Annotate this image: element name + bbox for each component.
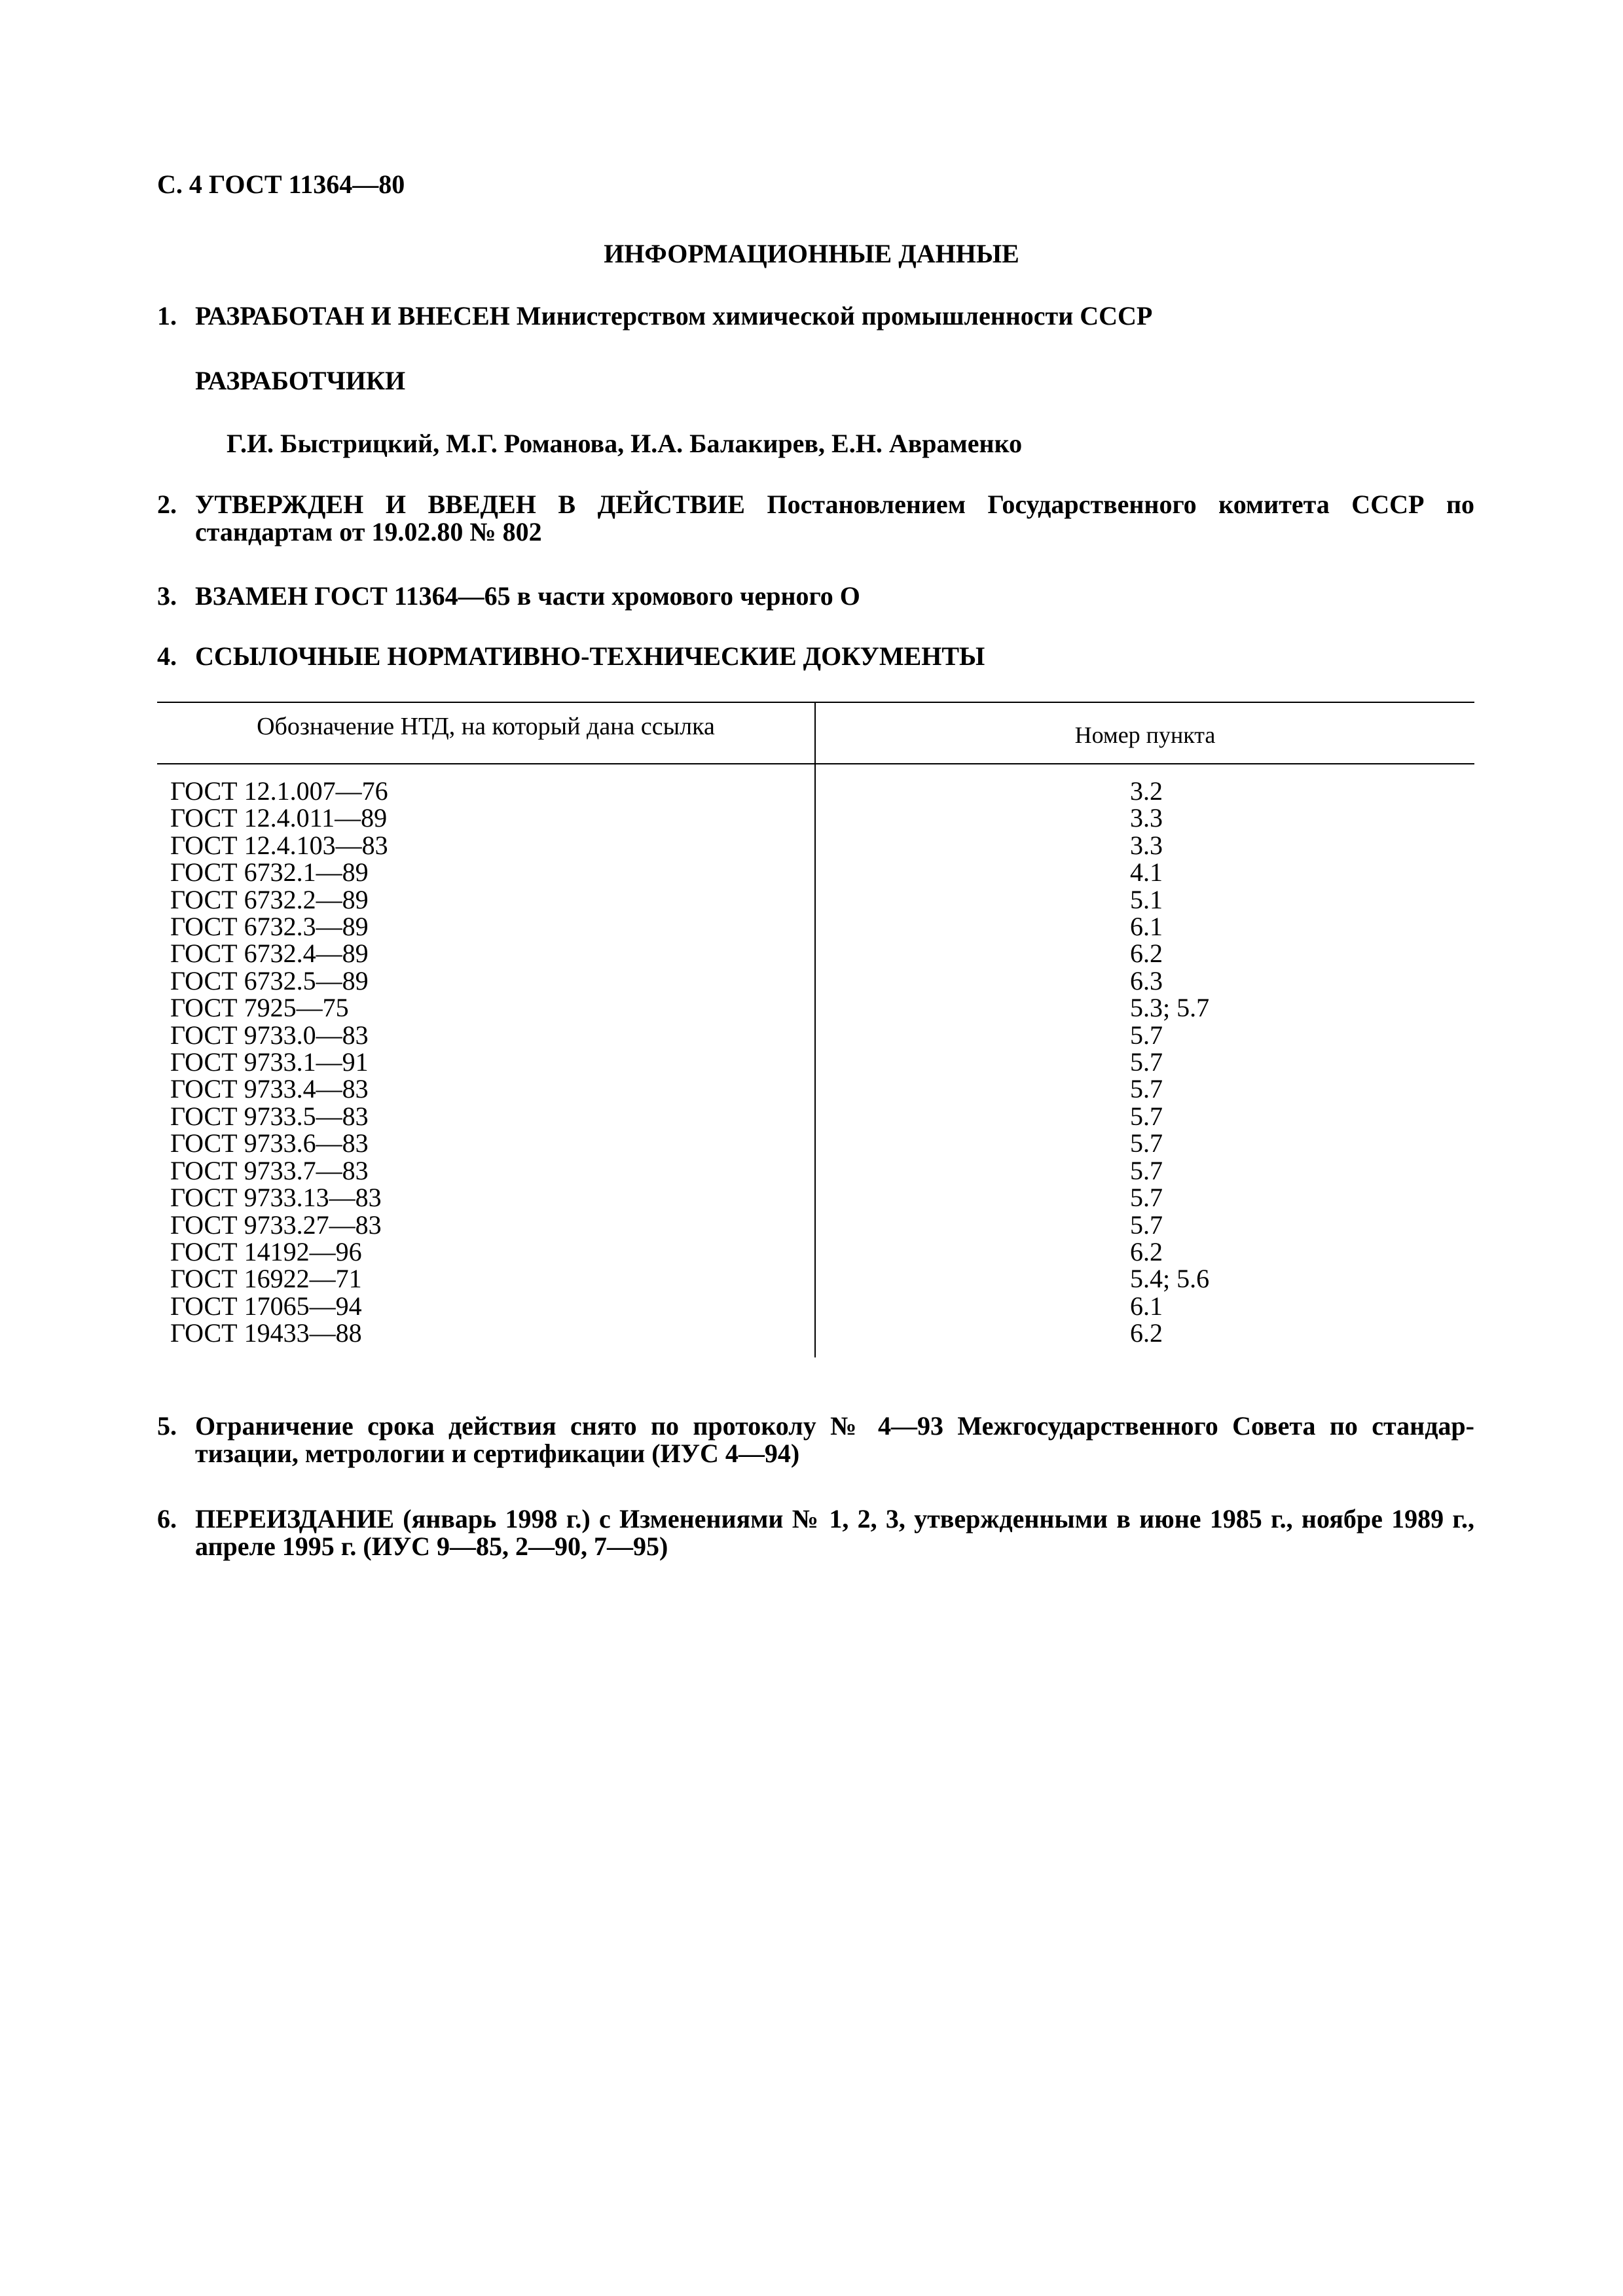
table-cell-clause: 6.2 [1130, 1318, 1163, 1348]
table-cell-clause: 3.3 [1130, 830, 1163, 860]
table-cell-clause: 5.7 [1130, 1101, 1163, 1131]
table-cell-clause: 6.1 [1130, 1291, 1163, 1321]
table-cell-document: ГОСТ 12.4.011—89 [170, 803, 388, 833]
table-cell-clause: 5.3; 5.7 [1130, 993, 1210, 1023]
item-number: 5. [157, 1411, 177, 1441]
developers-list: Г.И. Быстрицкий, М.Г. Романова, И.А. Балакирев, Е.Н. Авраменко [227, 429, 1023, 458]
developers-heading: РАЗРАБОТЧИКИ [195, 366, 406, 395]
column-header-document: Обозначение НТД, на который дана ссылка [257, 713, 715, 740]
item-number: 4. [157, 641, 177, 671]
item-number: 1. [157, 301, 177, 331]
table-cell-document: ГОСТ 12.4.103—83 [170, 830, 388, 860]
table-cell-clause: 5.7 [1130, 1074, 1163, 1104]
table-cell-clause: 4.1 [1130, 857, 1163, 888]
item-text: Ограничение срока действия снято по протоколу № 4—93 Межгосударственного Совета по стандартизации, метрологии и сертификации (ИУС 4—94) [195, 1411, 1474, 1468]
table-cell-document: ГОСТ 9733.4—83 [170, 1074, 369, 1104]
table-cell-document: ГОСТ 19433—88 [170, 1318, 362, 1348]
item-text: ССЫЛОЧНЫЕ НОРМАТИВНО-ТЕХНИЧЕСКИЕ ДОКУМЕНТЫ [195, 641, 985, 671]
table-cell-document: ГОСТ 9733.7—83 [170, 1155, 369, 1185]
table-cell-clause: 3.2 [1130, 776, 1163, 806]
clause-numbers [1130, 778, 1209, 1347]
item-text: ВЗАМЕН ГОСТ 11364—65 в части хромового черного О [195, 581, 860, 611]
item-text: ПЕРЕИЗДАНИЕ (январь 1998 г.) с Изменениями № 1, 2, 3, утвержденными в июне 1985 г., ноябре 1989 г., апреле 1995 г. (ИУС 9—85, 2—90, 7—95) [195, 1504, 1474, 1561]
table-cell-clause: 6.2 [1130, 1236, 1163, 1266]
table-header-rule [157, 763, 1474, 764]
table-cell-clause: 5.4; 5.6 [1130, 1264, 1210, 1294]
table-cell-clause: 5.7 [1130, 1210, 1163, 1240]
table-top-rule [157, 702, 1474, 703]
info-item-2 [157, 491, 1474, 546]
item-number: 3. [157, 581, 177, 611]
item-text: УТВЕРЖДЕН И ВВЕДЕН В ДЕЙСТВИЕ Постановлением Государственного комитета СССР по стандартам от 19.02.80 № 802 [195, 490, 1474, 547]
item-text: РАЗРАБОТАН И ВНЕСЕН Министерством химической промышленности СССР [195, 301, 1153, 331]
reference-documents-table [157, 702, 1474, 1357]
table-cell-clause: 5.7 [1130, 1047, 1163, 1077]
table-cell-clause: 6.2 [1130, 939, 1163, 969]
item-number: 6. [157, 1504, 177, 1534]
table-cell-document: ГОСТ 6732.5—89 [170, 965, 369, 996]
info-item-6 [157, 1505, 1474, 1560]
info-item-4 [157, 643, 1474, 670]
section-title: ИНФОРМАЦИОННЫЕ ДАННЫЕ [604, 239, 1019, 268]
table-column-divider [814, 702, 816, 1357]
document-designations [170, 778, 388, 1347]
item-number: 2. [157, 490, 177, 519]
table-cell-document: ГОСТ 9733.0—83 [170, 1020, 369, 1050]
table-cell-document: ГОСТ 9733.6—83 [170, 1128, 369, 1158]
table-cell-document: ГОСТ 12.1.007—76 [170, 776, 388, 806]
table-cell-clause: 5.7 [1130, 1020, 1163, 1050]
info-item-5 [157, 1412, 1474, 1467]
table-cell-document: ГОСТ 7925—75 [170, 993, 349, 1023]
table-cell-clause: 5.7 [1130, 1155, 1163, 1185]
table-cell-document: ГОСТ 6732.1—89 [170, 857, 369, 888]
table-cell-document: ГОСТ 9733.1—91 [170, 1047, 369, 1077]
table-cell-document: ГОСТ 9733.27—83 [170, 1210, 382, 1240]
table-cell-clause: 3.3 [1130, 803, 1163, 833]
table-cell-clause: 6.3 [1130, 965, 1163, 996]
table-cell-document: ГОСТ 14192—96 [170, 1236, 362, 1266]
table-cell-clause: 5.7 [1130, 1128, 1163, 1158]
table-cell-document: ГОСТ 9733.5—83 [170, 1101, 369, 1131]
column-header-clause: Номер пункта [1074, 722, 1216, 748]
table-cell-clause: 5.1 [1130, 884, 1163, 914]
table-cell-document: ГОСТ 6732.4—89 [170, 939, 369, 969]
table-cell-document: ГОСТ 6732.2—89 [170, 884, 369, 914]
page-header: С. 4 ГОСТ 11364—80 [157, 170, 405, 199]
table-cell-clause: 5.7 [1130, 1183, 1163, 1213]
info-item-3 [157, 583, 1474, 610]
table-cell-document: ГОСТ 6732.3—89 [170, 912, 369, 942]
info-item-1 [157, 302, 1474, 330]
table-cell-document: ГОСТ 16922—71 [170, 1264, 362, 1294]
table-cell-document: ГОСТ 9733.13—83 [170, 1183, 382, 1213]
table-cell-clause: 6.1 [1130, 912, 1163, 942]
table-cell-document: ГОСТ 17065—94 [170, 1291, 362, 1321]
